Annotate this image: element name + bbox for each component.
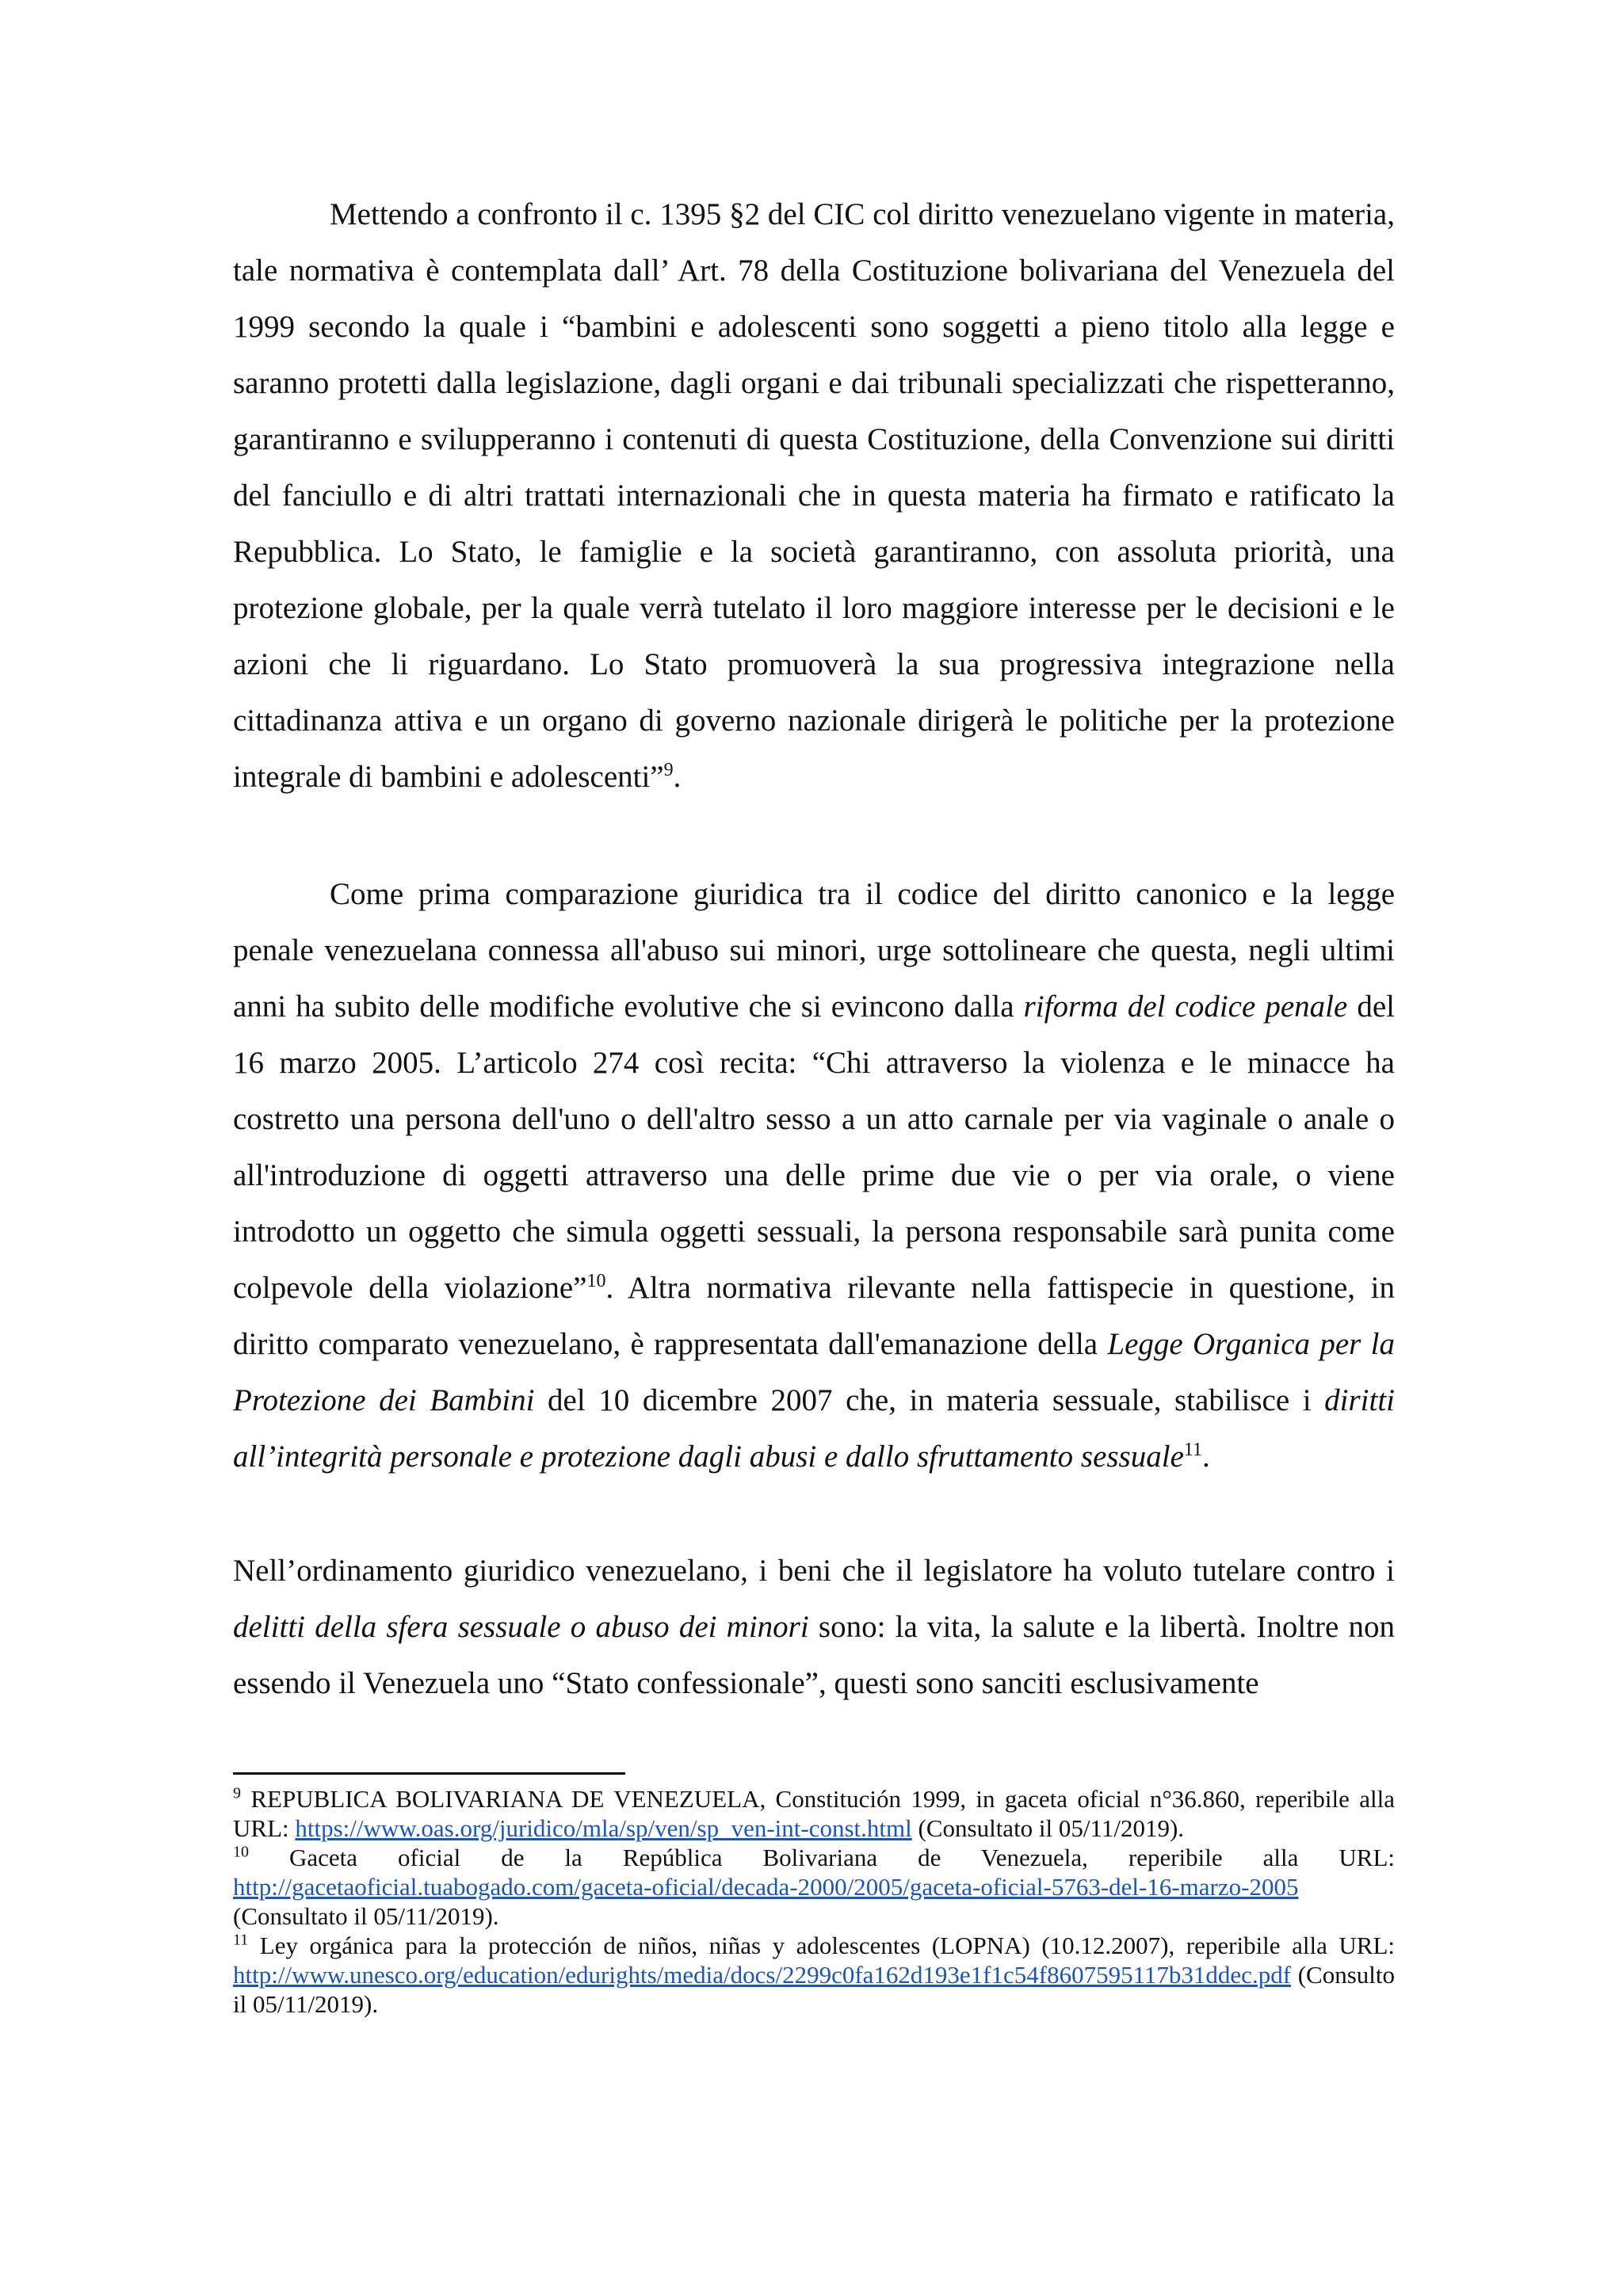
- footnote-9: [233, 1784, 1395, 1843]
- footnote-url-link[interactable]: http://www.unesco.org/education/edurights/media/docs/2299c0fa162d193e1f1c54f8607595117b31ddec.pdf: [233, 1961, 1292, 1989]
- footnote-number: 11: [233, 1931, 249, 1949]
- footnote-ref-11: 11: [1183, 1440, 1202, 1460]
- paragraph-3-text-1: Nell’ordinamento giuridico venezuelano, i beni che il legislatore ha voluto tutelare contro i: [233, 1554, 1395, 1588]
- footnote-url-link[interactable]: http://gacetaoficial.tuabogado.com/gaceta-oficial/decada-2000/2005/gaceta-oficial-5763-del-16-marzo-2005: [233, 1873, 1299, 1901]
- paragraph-2: [233, 866, 1395, 1485]
- paragraph-2-italic-riforma: riforma del codice penale: [1023, 990, 1348, 1024]
- paragraph-2-text-1: Come prima comparazione giuridica tra il codice del diritto canonico e la legge penale venezuelana connessa all'abuso sui minori, urge sottolineare che questa, negli ultimi anni ha subito delle modifiche evolutive che si evincono dalla: [233, 877, 1395, 1024]
- paragraph-3: [233, 1543, 1395, 1711]
- footnote-consulted: (Consulto il 05/11/2019).: [233, 1961, 1395, 2018]
- paragraph-protected-goods: [233, 1543, 1395, 1711]
- paragraph-2-italic-diritti: diritti all’integrità personale e protezione dagli abusi e dallo sfruttamento sessuale: [233, 1383, 1396, 1474]
- footnote-ref-9: 9: [663, 760, 674, 780]
- footnote-separator: [233, 1772, 625, 1775]
- paragraph-constitution-art-78: [233, 186, 1395, 805]
- footnote-text: Ley orgánica para la protección de niños, niñas y adolescentes (LOPNA) (10.12.2007), reperibile alla URL:: [248, 1932, 1395, 1959]
- footnote-number: 10: [233, 1843, 249, 1861]
- footnote-text: REPUBLICA BOLIVARIANA DE VENEZUELA, Constitución 1999, in gaceta oficial n°36.860, reperibile alla URL:: [233, 1785, 1395, 1842]
- paragraph-3-text-2: sono: la vita, la salute e la libertà. Inoltre non essendo il Venezuela uno “Stato confessionale”, questi sono sanciti esclusivamente: [233, 1610, 1395, 1700]
- paragraph-1-text: Mettendo a confronto il c. 1395 §2 del CIC col diritto venezuelano vigente in materia, tale normativa è contemplata dall’ Art. 78 della Costituzione bolivariana del Venezuela del 1999 secondo la quale i “bambini e adolescenti sono soggetti a pieno titolo alla legge e saranno protetti dalla legislazione, dagli organi e dai tribunali specializzati che rispetteranno, garantiranno e svilupperanno i contenuti di questa Costituzione, della Convenzione sui diritti del fanciullo e di altri trattati internazionali che in questa materia ha firmato e ratificato la Repubblica. Lo Stato, le famiglie e la società garantiranno, con assoluta priorità, una protezione globale, per la quale verrà tutelato il loro maggiore interesse per le decisioni e le azioni che li riguardano. Lo Stato promuoverà la sua progressiva integrazione nella cittadinanza attiva e un organo di governo nazionale dirigerà le politiche per la protezione integrale di bambini e adolescenti”: [233, 197, 1395, 794]
- footnote-11: [233, 1931, 1395, 2019]
- paragraph-penal-code-comparison: [233, 866, 1395, 1485]
- paragraph-2-end: .: [1202, 1440, 1210, 1474]
- footnote-url-link[interactable]: https://www.oas.org/juridico/mla/sp/ven/sp_ven-int-const.html: [295, 1814, 912, 1842]
- footnote-consulted: (Consultato il 05/11/2019).: [911, 1814, 1185, 1842]
- footnote-ref-10: 10: [586, 1271, 606, 1291]
- footnote-consulted: (Consultato il 05/11/2019).: [233, 1902, 499, 1930]
- paragraph-2-italic-legge: Legge Organica per la Protezione dei Bambini: [233, 1327, 1395, 1417]
- footnote-10: [233, 1843, 1395, 1931]
- paragraph-1-end: .: [673, 760, 682, 794]
- paragraph-2-text-3: . Altra normativa rilevante nella fattispecie in questione, in diritto comparato venezuelano, è rappresentata dall'emanazione della: [233, 1271, 1396, 1361]
- footnote-text: Gaceta oficial de la República Bolivariana de Venezuela, reperibile alla URL:: [249, 1844, 1395, 1871]
- footnotes: [233, 1784, 1395, 2019]
- paragraph-1: [233, 186, 1395, 805]
- paragraph-2-text-2: del 16 marzo 2005. L’articolo 274 così recita: “Chi attraverso la violenza e le minacce ha costretto una persona dell'uno o dell'altro sesso a un atto carnale per via vaginale o anale o all'introduzione di oggetti attraverso una delle prime due vie o per via orale, o viene introdotto un oggetto che simula oggetti sessuali, la persona responsabile sarà punita come colpevole della violazione”: [233, 990, 1395, 1305]
- paragraph-3-italic-delitti: delitti della sfera sessuale o abuso dei minori: [233, 1610, 809, 1644]
- paragraph-2-text-4: del 10 dicembre 2007 che, in materia sessuale, stabilisce i: [534, 1383, 1325, 1417]
- footnote-number: 9: [233, 1784, 241, 1802]
